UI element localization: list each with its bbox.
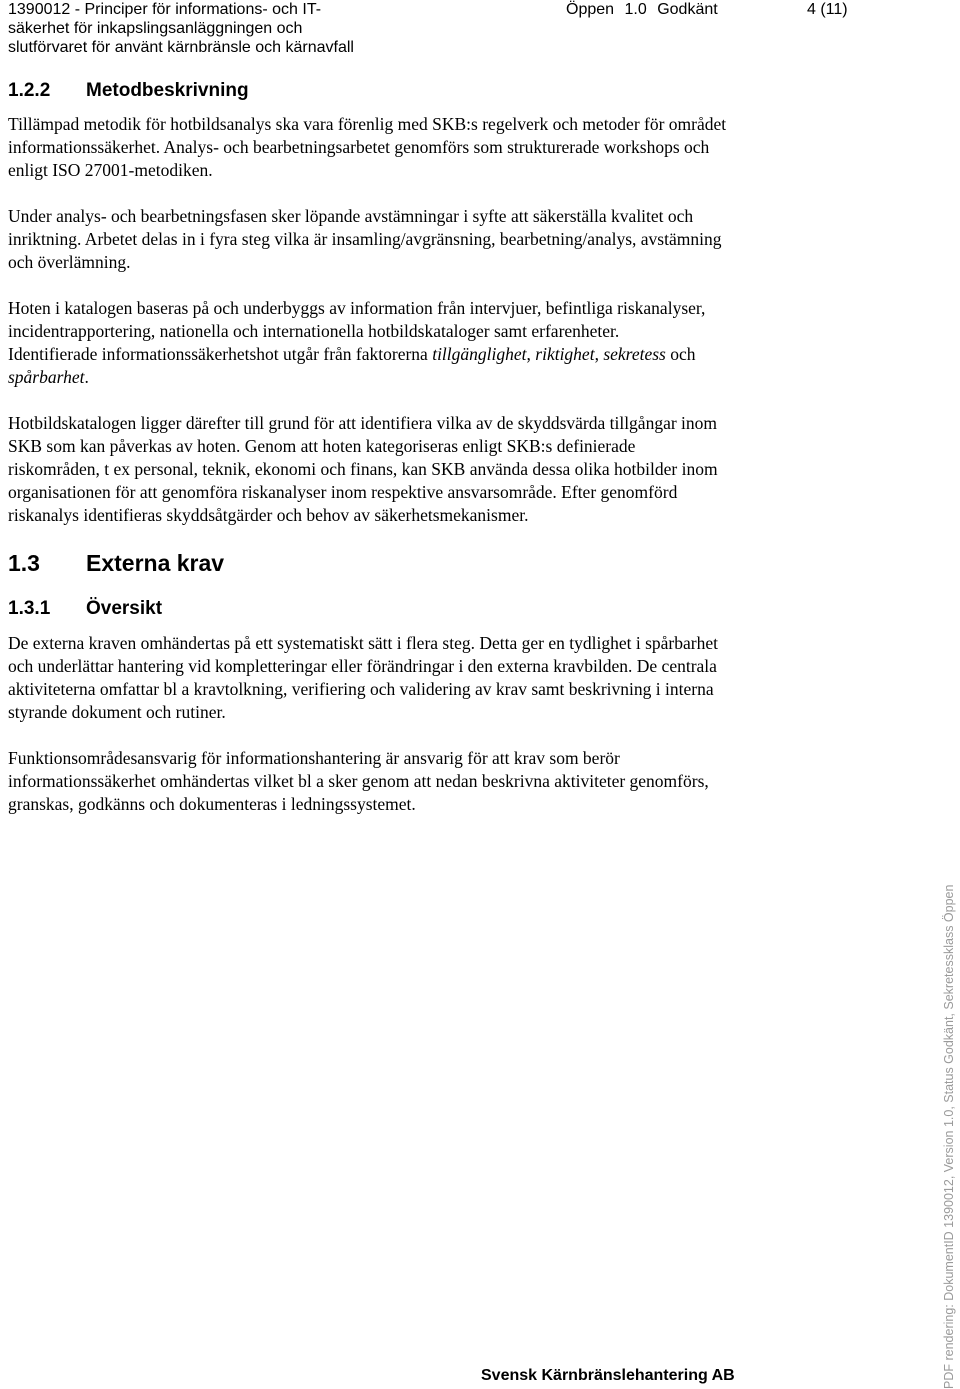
- emphasis-term: riktighet: [535, 344, 595, 364]
- text-run: .: [84, 367, 89, 387]
- paragraph-line: riskanalys identifieras skyddsåtgärder och behov av säkerhetsmekanismer.: [8, 505, 529, 525]
- emphasis-term: tillgänglighet: [432, 344, 527, 364]
- paragraph-line: Funktionsområdesansvarig för informationshantering är ansvarig för att krav som berör: [8, 748, 620, 768]
- pdf-rendering-note-text: PDF rendering: DokumentID 1390012, Version 1.0, Status Godkänt, Sekretessklass Öppen: [942, 884, 956, 1389]
- status-label: Godkänt: [657, 1, 718, 18]
- header-title-line: 1390012 - Principer för informations- och IT-: [8, 1, 322, 18]
- section-heading-oversikt: [8, 597, 162, 621]
- paragraph-line: styrande dokument och rutiner.: [8, 702, 226, 722]
- body-paragraph: [8, 113, 838, 182]
- section-number: 1.3: [8, 550, 40, 576]
- paragraph-line: riskområden, t ex personal, teknik, ekonomi och finans, kan SKB använda dessa olika hotbilder inom: [8, 459, 718, 479]
- paragraph-line: enligt ISO 27001-metodiken.: [8, 160, 213, 180]
- paragraph-line: Hoten i katalogen baseras på och underbyggs av information från intervjuer, befintliga riskanalyser,: [8, 298, 706, 318]
- section-title: Externa krav: [86, 550, 225, 576]
- paragraph-line: informationssäkerhet omhändertas vilket bl a sker genom att nedan beskrivna aktiviteter genomförs,: [8, 771, 709, 791]
- body-paragraph: [8, 205, 838, 274]
- paragraph-line: och underlättar hantering vid kompletteringar eller förändringar i den externa kravbilden. De centrala: [8, 656, 717, 676]
- paragraph-line: Under analys- och bearbetningsfasen sker löpande avstämningar i syfte att säkerställa kvalitet och: [8, 206, 694, 226]
- body-paragraph: [8, 412, 838, 527]
- body-paragraph: [8, 297, 838, 389]
- section-number: 1.2.2: [8, 80, 51, 101]
- section-title: Metodbeskrivning: [86, 80, 249, 101]
- text-run: ,: [526, 344, 536, 364]
- paragraph-line: Hotbildskatalogen ligger därefter till grund för att identifiera vilka av de skyddsvärda tillgångar inom: [8, 413, 718, 433]
- paragraph-line: organisationen för att genomföra riskanalyser inom respektive ansvarsområde. Efter genomförd: [8, 482, 678, 502]
- emphasis-term: spårbarhet: [8, 367, 85, 387]
- section-title: Översikt: [86, 598, 163, 619]
- paragraph-line: incidentrapportering, nationella och internationella hotbildskataloger samt erfarenheter.: [8, 321, 620, 341]
- text-run: och: [665, 344, 696, 364]
- paragraph-line: och överlämning.: [8, 252, 131, 272]
- paragraph-line: informationssäkerhet. Analys- och bearbetningsarbetet genomförs som strukturerade workshops och: [8, 137, 710, 157]
- paragraph-line: Tillämpad metodik för hotbildsanalys ska vara förenlig med SKB:s regelverk och metoder för området: [8, 114, 727, 134]
- paragraph-line: granskas, godkänns och dokumenteras i ledningssystemet.: [8, 794, 416, 814]
- classification-label: Öppen: [566, 1, 615, 18]
- header-title-line: slutförvaret för använt kärnbränsle och kärnavfall: [8, 39, 354, 56]
- footer-company-name: Svensk Kärnbränslehantering AB: [481, 1367, 735, 1384]
- header-title-line: säkerhet för inkapslingsanläggningen och: [8, 20, 303, 37]
- body-paragraph: [8, 632, 838, 724]
- paragraph-line: [8, 366, 838, 389]
- paragraph-line: aktiviteterna omfattar bl a kravtolkning, verifiering och validering av krav samt beskrivning i interna: [8, 679, 714, 699]
- text-run: Identifierade informationssäkerhetshot utgår från faktorerna: [8, 344, 433, 364]
- page-number: 4 (11): [807, 1, 848, 18]
- text-run: ,: [594, 344, 604, 364]
- document-status: [566, 0, 724, 19]
- emphasis-term: sekretess: [603, 344, 666, 364]
- section-heading-metodbeskrivning: [8, 79, 249, 103]
- section-heading-externa-krav: [8, 549, 224, 577]
- paragraph-line: De externa kraven omhändertas på ett systematiskt sätt i flera steg. Detta ger en tydlighet i spårbarhet: [8, 633, 718, 653]
- paragraph-line: inriktning. Arbetet delas in i fyra steg vilka är insamling/avgränsning, bearbetning/analys, avstämning: [8, 229, 722, 249]
- paragraph-line: [8, 343, 838, 366]
- section-number: 1.3.1: [8, 598, 51, 619]
- body-paragraph: [8, 747, 838, 816]
- paragraph-line: SKB som kan påverkas av hoten. Genom att hoten kategoriseras enligt SKB:s definierade: [8, 436, 636, 456]
- version-label: 1.0: [624, 1, 647, 18]
- document-header-title: [8, 0, 408, 57]
